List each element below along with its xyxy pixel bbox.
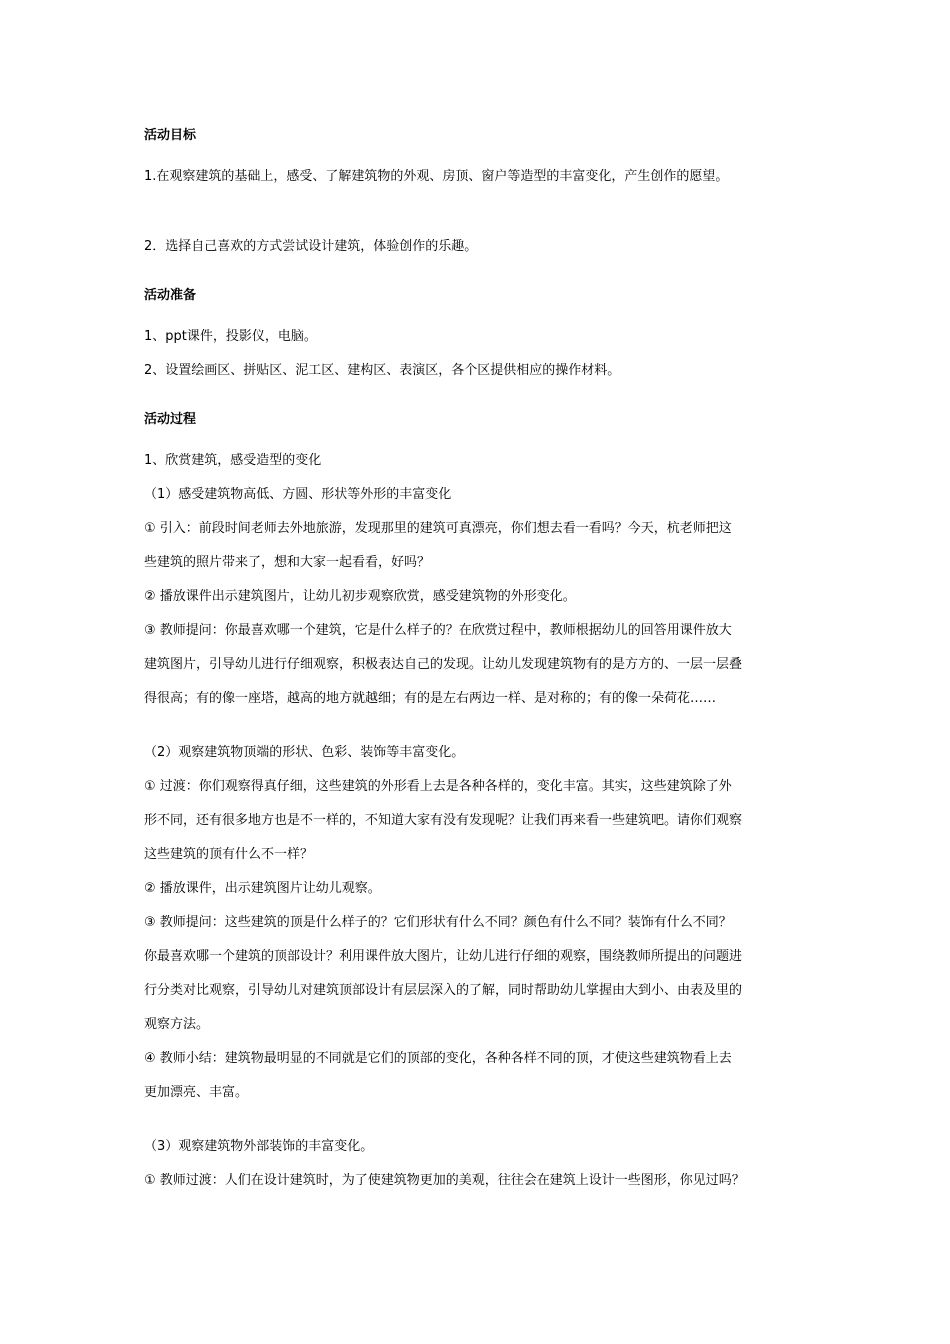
part1-line: 得很高；有的像一座塔，越高的地方就越细；有的是左右两边一样、是对称的；有的像一朵荷花…… — [144, 691, 717, 706]
part1-line: ② 播放课件出示建筑图片，让幼儿初步观察欣赏，感受建筑物的外形变化。 — [144, 589, 576, 604]
part1-heading: （1）感受建筑物高低、方圆、形状等外形的丰富变化 — [144, 487, 452, 502]
prep-item-2: 2、设置绘画区、拼贴区、泥工区、建构区、表演区，各个区提供相应的操作材料。 — [144, 363, 621, 378]
part2-line: 行分类对比观察，引导幼儿对建筑顶部设计有层层深入的了解，同时帮助幼儿掌握由大到小、由表及里的 — [144, 983, 743, 998]
part2-line: 观察方法。 — [144, 1017, 210, 1032]
part2-line: 这些建筑的顶有什么不一样？ — [144, 847, 314, 862]
part1-line: 建筑图片，引导幼儿进行仔细观察，积极表达自己的发现。让幼儿发现建筑物有的是方方的、一层一层叠 — [144, 657, 743, 672]
prep-heading: 活动准备 — [144, 288, 197, 303]
part1-line: ① 引入：前段时间老师去外地旅游，发现那里的建筑可真漂亮，你们想去看一看吗？今天，杭老师把这 — [144, 521, 732, 536]
part1-line: 些建筑的照片带来了，想和大家一起看看，好吗？ — [144, 555, 431, 570]
part3-heading: （3）观察建筑物外部装饰的丰富变化。 — [144, 1139, 374, 1154]
part2-line: ④ 教师小结：建筑物最明显的不同就是它们的顶部的变化，各种各样不同的顶，才使这些建筑物看上去 — [144, 1051, 732, 1066]
part2-line: 你最喜欢哪一个建筑的顶部设计？利用课件放大图片，让幼儿进行仔细的观察，围绕教师所提出的问题进 — [144, 949, 743, 964]
goals-heading: 活动目标 — [144, 128, 197, 143]
goal-item-2: 2．选择自己喜欢的方式尝试设计建筑，体验创作的乐趣。 — [144, 239, 478, 254]
process-heading: 活动过程 — [144, 412, 197, 427]
part2-heading: （2）观察建筑物顶端的形状、色彩、装饰等丰富变化。 — [144, 745, 465, 760]
document-body — [144, 124, 814, 1198]
prep-item-1: 1、ppt课件，投影仪，电脑。 — [144, 329, 317, 344]
part2-line: ③ 教师提问：这些建筑的顶是什么样子的？它们形状有什么不同？颜色有什么不同？装饰有什么不同？ — [144, 915, 732, 930]
part2-line: 更加漂亮、丰富。 — [144, 1085, 249, 1100]
goal-item-1: 1.在观察建筑的基础上，感受、了解建筑物的外观、房顶、窗户等造型的丰富变化，产生创作的愿望。 — [144, 169, 729, 184]
part2-line: ② 播放课件，出示建筑图片让幼儿观察。 — [144, 881, 381, 896]
part2-line: ① 过渡：你们观察得真仔细，这些建筑的外形看上去是各种各样的，变化丰富。其实，这些建筑除了外 — [144, 779, 732, 794]
part3-line: ① 教师过渡：人们在设计建筑时，为了使建筑物更加的美观，往往会在建筑上设计一些图形，你见过吗？ — [144, 1173, 745, 1188]
process-step-1: 1、欣赏建筑，感受造型的变化 — [144, 453, 322, 468]
part2-line: 形不同，还有很多地方也是不一样的，不知道大家有没有发现呢？让我们再来看一些建筑吧。请你们观察 — [144, 813, 743, 828]
part1-line: ③ 教师提问：你最喜欢哪一个建筑，它是什么样子的？在欣赏过程中，教师根据幼儿的回答用课件放大 — [144, 623, 732, 638]
